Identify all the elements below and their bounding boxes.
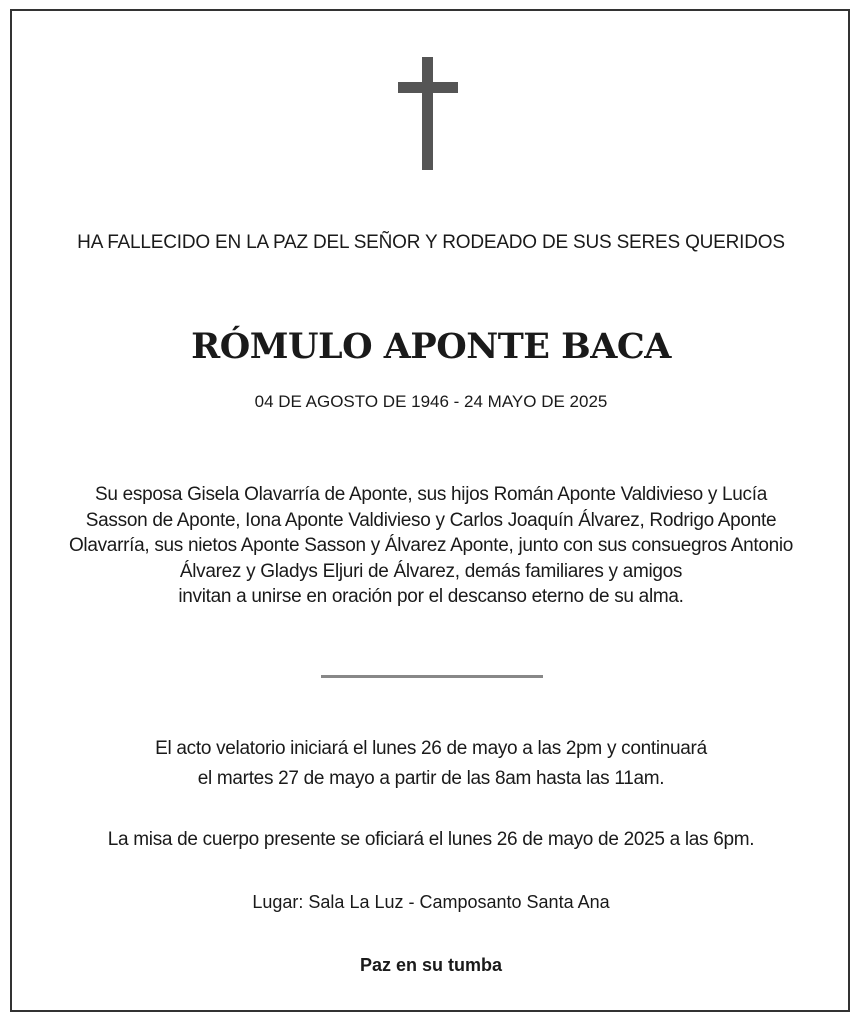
mass-info: La misa de cuerpo presente se oficiará el lunes 26 de mayo de 2025 a las 6pm. xyxy=(107,829,755,850)
family-message-line: Olavarría, sus nietos Aponte Sasson y Álvarez Aponte, junto con sus consuegros Antonio xyxy=(68,535,794,556)
family-message-line: invitan a unirse en oración por el descanso eterno de su alma. xyxy=(178,586,684,607)
section-divider xyxy=(321,675,543,678)
wake-schedule xyxy=(0,734,862,794)
family-message-line: Su esposa Gisela Olavarría de Aponte, sus hijos Román Aponte Valdivieso y Lucía xyxy=(95,484,767,505)
cross-vertical-bar xyxy=(422,57,433,170)
cross-horizontal-bar xyxy=(398,82,458,93)
cross-icon xyxy=(0,0,862,180)
wake-line: El acto velatorio iniciará el lunes 26 de mayo a las 2pm y continuará xyxy=(155,738,707,759)
wake-line: el martes 27 de mayo a partir de las 8am hasta las 11am. xyxy=(197,768,665,789)
location-info: Lugar: Sala La Luz - Camposanto Santa Ana xyxy=(252,892,610,912)
life-dates: 04 DE AGOSTO DE 1946 - 24 MAYO DE 2025 xyxy=(254,392,608,411)
intro-text: HA FALLECIDO EN LA PAZ DEL SEÑOR Y RODEADO DE SUS SERES QUERIDOS xyxy=(77,232,785,253)
family-message-line: Sasson de Aponte, Iona Aponte Valdivieso y Carlos Joaquín Álvarez, Rodrigo Aponte xyxy=(85,509,777,531)
family-message-line: Álvarez y Gladys Eljuri de Álvarez, demás familiares y amigos xyxy=(179,560,683,582)
family-message xyxy=(14,482,848,610)
closing-text: Paz en su tumba xyxy=(359,955,503,975)
deceased-name: RÓMULO APONTE BACA xyxy=(191,326,671,367)
